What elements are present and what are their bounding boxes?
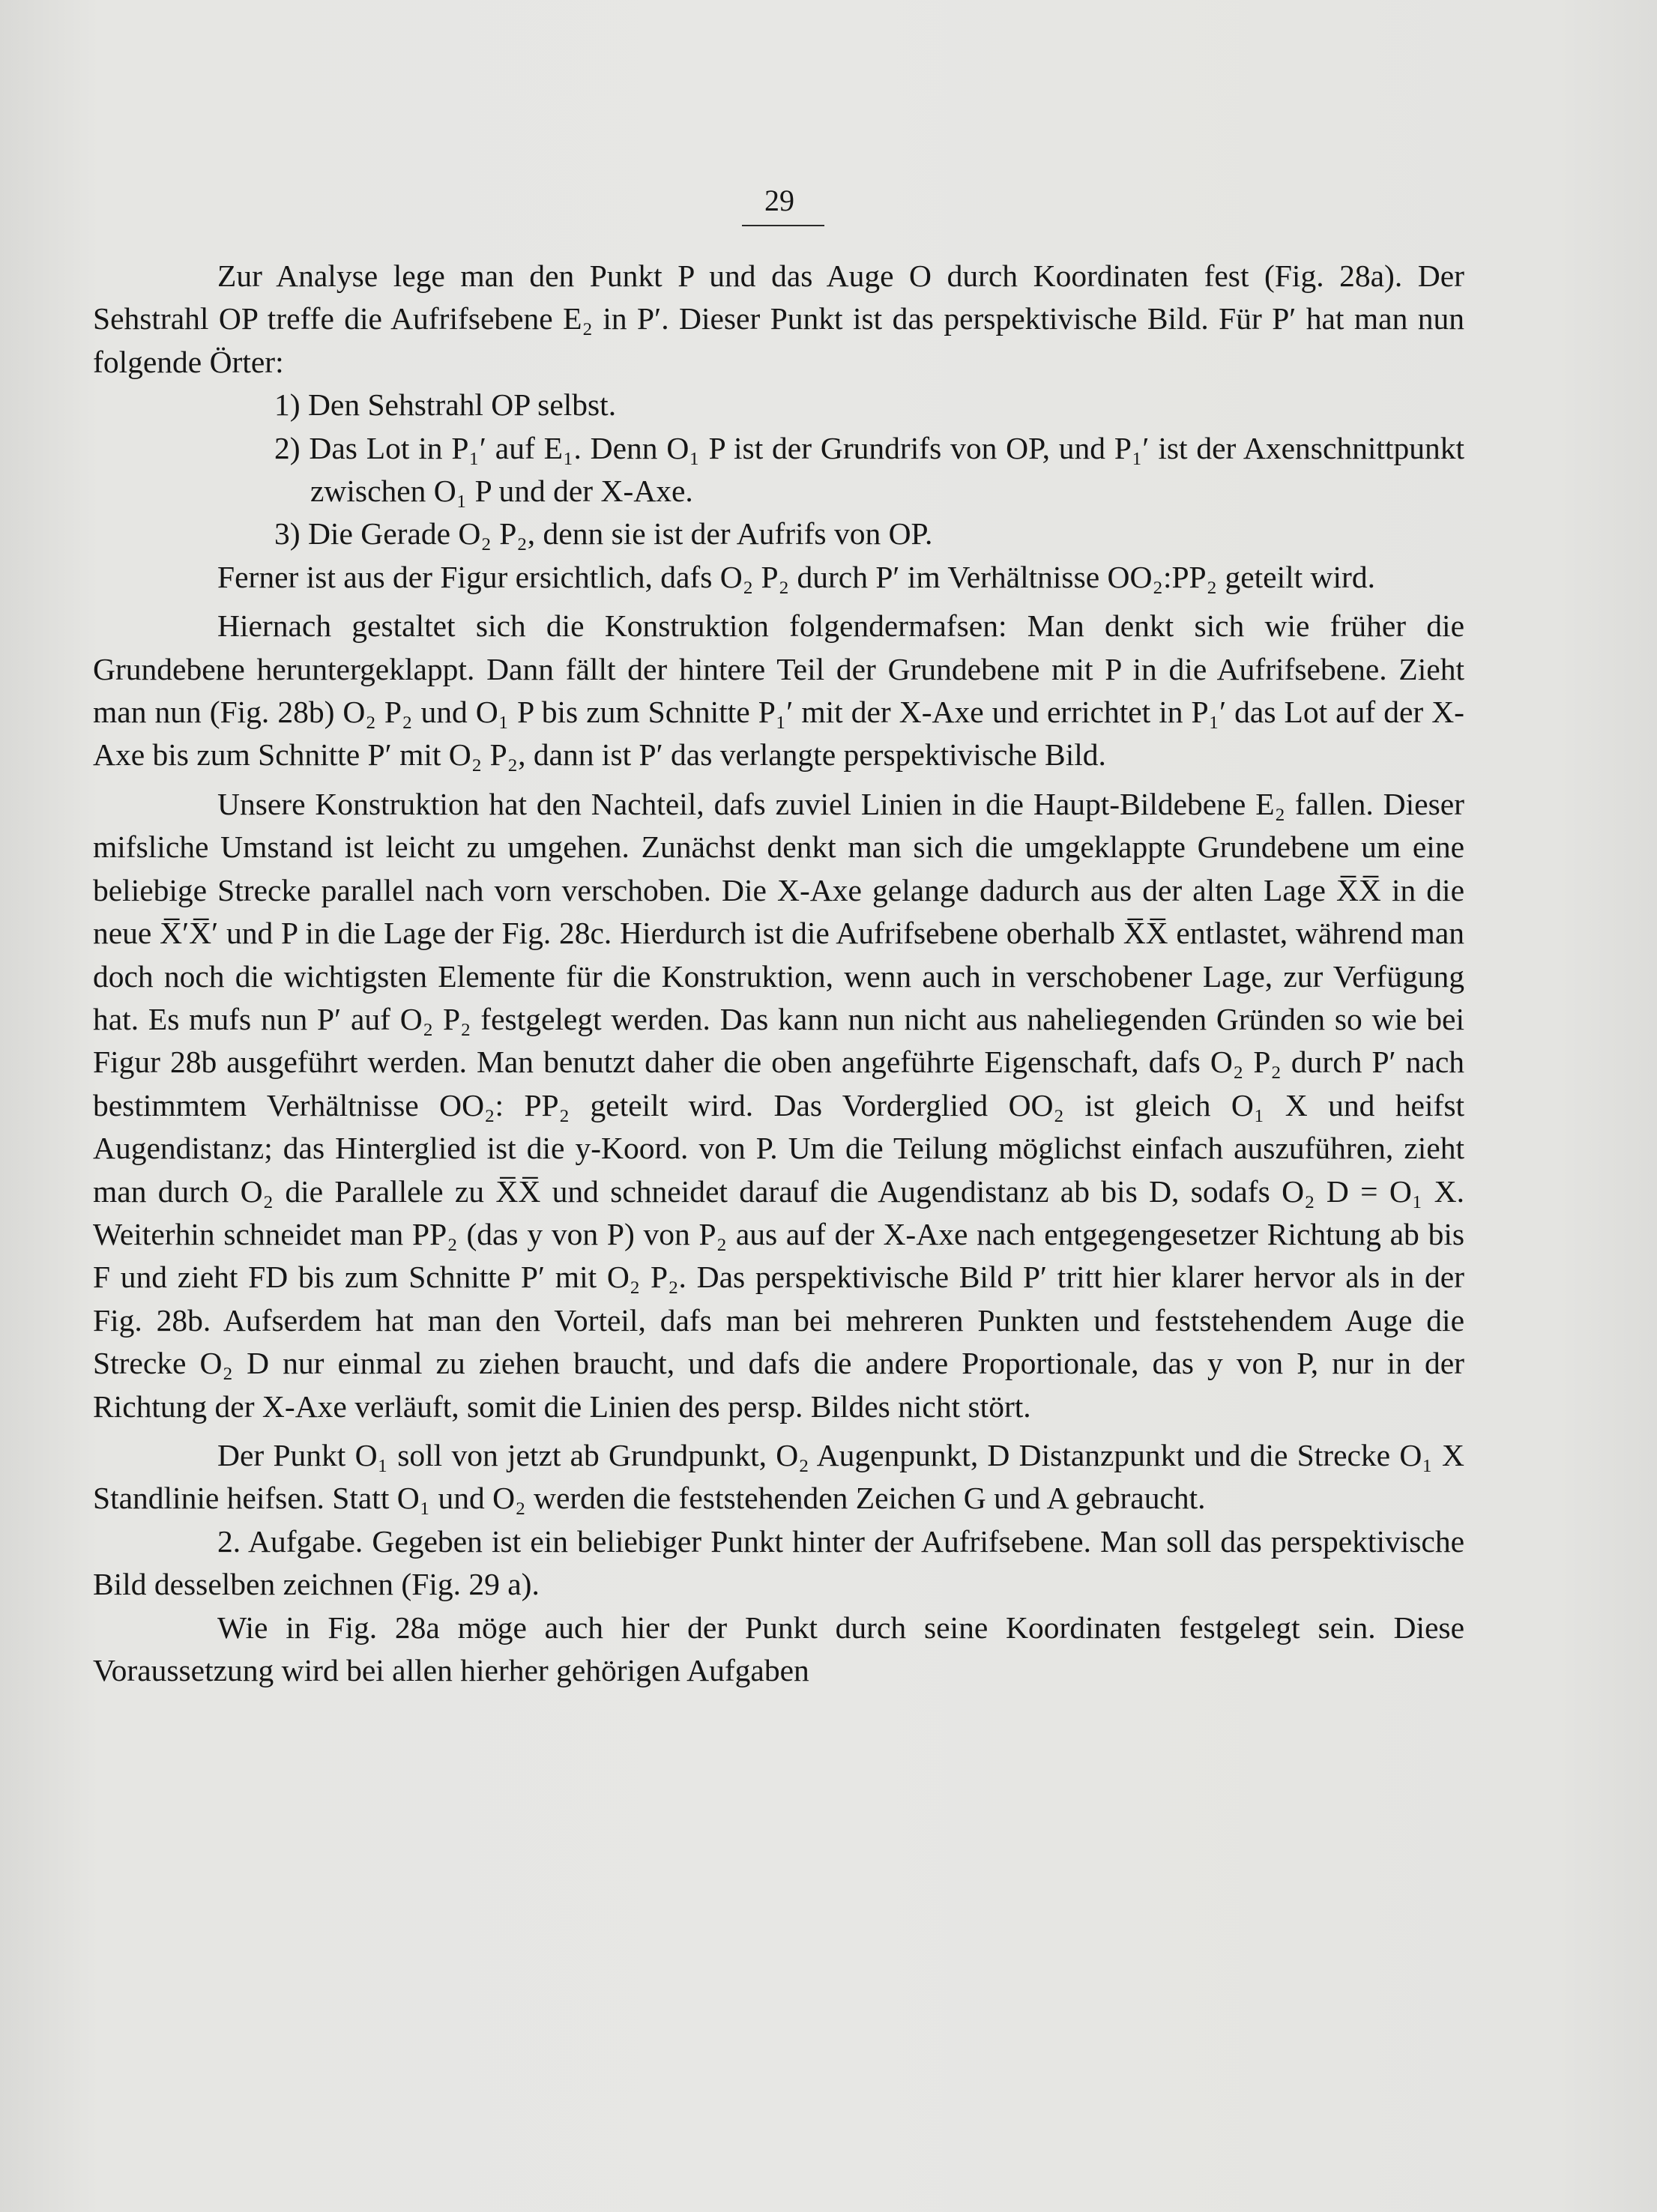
list-item-2: 2) Das Lot in P₁′ auf E₁. Denn O₁ P ist der Grundrifs von OP, und P₁′ ist der Axenschnittpunkt zwischen O₁ P und der X-Axe. [274,430,1464,509]
page-number: 29 [764,184,794,217]
paragraph-voraussetzung: Wie in Fig. 28a möge auch hier der Punkt durch seine Koordinaten festgelegt sein. Diese Voraussetzung wird bei allen hierher gehörigen Aufgaben [93,1610,1464,1687]
paragraph-definitionen: Der Punkt O₁ soll von jetzt ab Grundpunkt, O₂ Augenpunkt, D Distanzpunkt und die Strecke O₁ X Standlinie heifsen. Statt O₁ und O₂ werden die feststehenden Zeichen G und A gebraucht. [93,1437,1464,1516]
paragraph-aufgabe-2: 2. Aufgabe. Gegeben ist ein beliebiger Punkt hinter der Aufrifsebene. Man soll das perspektivische Bild desselben zeichnen (Fig. 29 a). [93,1523,1464,1602]
page-body [93,255,1464,1692]
paragraph-nachteil: Unsere Konstruktion hat den Nachteil, dafs zuviel Linien in die Haupt-Bildebene E₂ fallen. Dieser mifsliche Umstand ist leicht zu umgehen. Zunächst denkt man sich die umgeklappte Grundebene um eine beliebige Strecke parallel nach vorn verschoben. Die X-Axe gelange dadurch aus der alten Lage X̅X̅ in die neue X̅′X̅′ und P in die Lage der Fig. 28c. Hierdurch ist die Aufrifsebene oberhalb X̅X̅ entlastet, während man doch noch die wichtigsten Elemente für die Konstruktion, wenn auch in verschobener Lage, zur Verfügung hat. Es mufs nun P′ auf O₂ P₂ festgelegt werden. Das kann nun nicht aus naheliegenden Gründen so wie bei Figur 28b ausgeführt werden. Man benutzt daher die oben angeführte Eigenschaft, dafs O₂ P₂ durch P′ nach bestimmtem Verhältnisse OO₂: PP₂ geteilt wird. Das Vorderglied OO₂ ist gleich O₁ X und heifst Augendistanz; das Hinterglied ist die y-Koord. von P. Um die Teilung möglichst einfach auszuführen, zieht man durch O₂ die Parallele zu X̅X̅ und schneidet darauf die Augendistanz ab bis D, sodafs O₂ D = O₁ X. Weiterhin schneidet man PP₂ (das y von P) von P₂ aus auf der X-Axe nach entgegengesetzer Richtung ab bis F und zieht FD bis zum Schnitte P′ mit O₂ P₂. Das perspektivische Bild P′ tritt hier klarer hervor als in der Fig. 28b. Aufserdem hat man den Vorteil, dafs man bei mehreren Punkten und feststehendem Auge die Strecke O₂ D nur einmal zu ziehen braucht, und dafs die andere Proportionale, das y von P, nur in der Richtung der X-Axe verläuft, somit die Linien des persp. Bildes nicht stört. [93,786,1464,1424]
paragraph-analyse: Zur Analyse lege man den Punkt P und das Auge O durch Koordinaten fest (Fig. 28a). Der Sehstrahl OP treffe die Aufrifsebene E₂ in P′. Dieser Punkt ist das perspektivische Bild. Für P′ hat man nun folgende Örter: [93,259,1464,379]
paragraph-konstruktion: Hiernach gestaltet sich die Konstruktion folgendermafsen: Man denkt sich wie früher die Grundebene heruntergeklappt. Dann fällt der hintere Teil der Grundebene mit P in die Aufrifsebene. Zieht man nun (Fig. 28b) O₂ P₂ und O₁ P bis zum Schnitte P₁′ mit der X-Axe und errichtet in P₁′ das Lot auf der X-Axe bis zum Schnitte P′ mit O₂ P₂, dann ist P′ das verlangte perspektivische Bild. [93,608,1464,773]
list-item-1: 1) Den Sehstrahl OP selbst. [274,387,617,423]
list-item-3: 3) Die Gerade O₂ P₂, denn sie ist der Aufrifs von OP. [274,516,933,552]
page-number-rule [742,225,824,226]
paragraph-ferner: Ferner ist aus der Figur ersichtlich, dafs O₂ P₂ durch P′ im Verhältnisse OO₂:PP₂ geteilt wird. [217,559,1376,594]
